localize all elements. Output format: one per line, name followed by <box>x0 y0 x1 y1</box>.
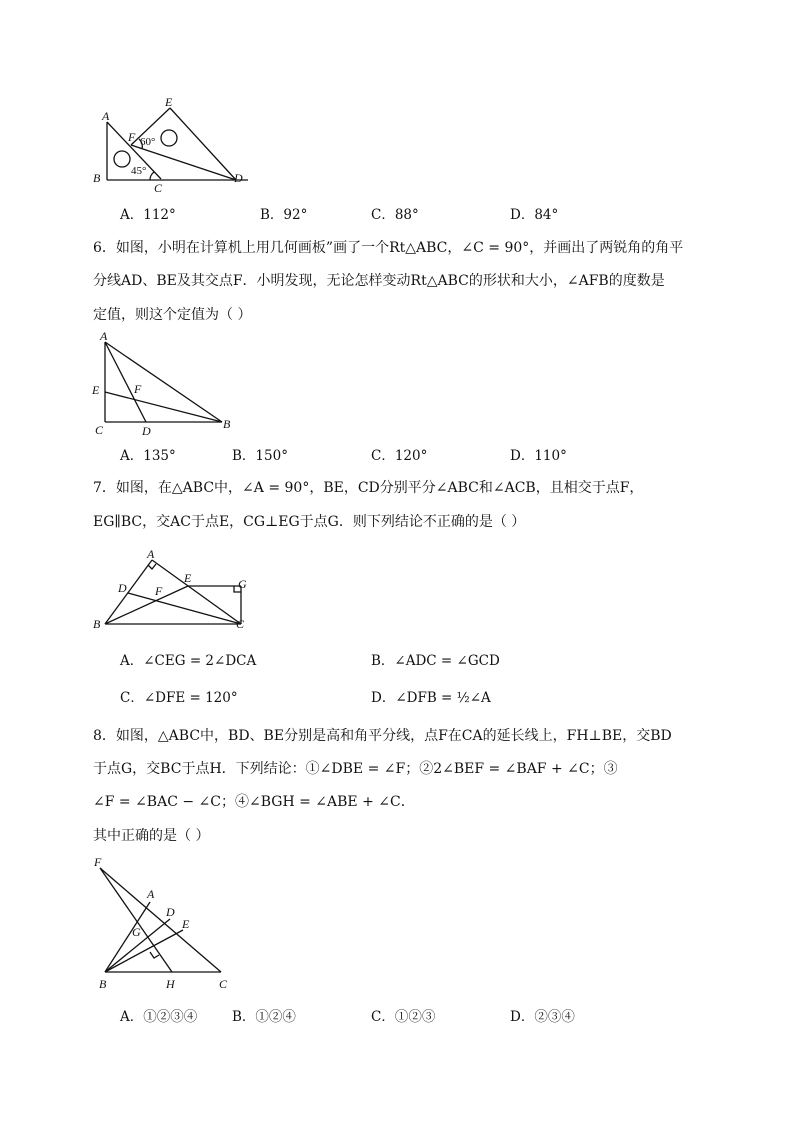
q7-label-d: D <box>118 581 127 595</box>
q5-label-a: A <box>102 109 110 123</box>
q5-label-f: F <box>128 130 136 144</box>
q8-label-b: B <box>99 977 107 991</box>
q5-option-c[interactable]: C．88° <box>371 207 419 223</box>
q7-option-d[interactable]: D．∠DFB = ½∠A <box>371 690 491 706</box>
q5-figure <box>88 96 258 196</box>
q5-angle-60: 60° <box>140 136 156 148</box>
q7-option-a[interactable]: A．∠CEG = 2∠DCA <box>120 653 257 669</box>
q8-stem-line1: 8．如图，△ABC中，BD、BE分别是高和角平分线，点F在CA的延长线上，FH⊥BE，交BD <box>93 728 672 744</box>
q6-option-b[interactable]: B．150° <box>232 448 288 464</box>
q6-label-b: B <box>223 417 231 431</box>
q7-label-f: F <box>155 584 163 598</box>
q8-label-g: G <box>132 925 141 939</box>
q5-label-c: C <box>154 181 163 195</box>
q8-option-d[interactable]: D．②③④ <box>510 1009 575 1025</box>
q8-option-a[interactable]: A．①②③④ <box>120 1009 198 1025</box>
q7-label-c: C <box>236 617 245 631</box>
q5-option-a[interactable]: A．112° <box>120 207 176 223</box>
q7-label-g: G <box>238 577 247 591</box>
q8-label-a: A <box>147 887 155 901</box>
q6-option-c[interactable]: C．120° <box>371 448 428 464</box>
q8-stem-line2: 于点G，交BC于点H．下列结论：①∠DBE = ∠F；②2∠BEF = ∠BAF + ∠C；③ <box>93 761 618 777</box>
q7-option-c[interactable]: C．∠DFE = 120° <box>120 690 238 706</box>
q8-label-h: H <box>166 977 175 991</box>
q5-label-d: D <box>234 171 243 185</box>
q6-stem-line2: 分线AD、BE及其交点F．小明发现，无论怎样变动Rt△ABC的形状和大小，∠AFB的度数是 <box>93 273 665 289</box>
q5-option-b[interactable]: B．92° <box>260 207 308 223</box>
q8-label-c: C <box>219 977 228 991</box>
q8-label-e: E <box>182 917 190 931</box>
q7-stem-line2: EG∥BC，交AC于点E，CG⊥EG于点G．则下列结论不正确的是（ ） <box>93 514 526 530</box>
q6-label-c: C <box>95 423 104 437</box>
q6-stem-line1: 6．如图，小明在计算机上用几何画板”画了一个Rt△ABC，∠C = 90°，并画出了两锐角的角平 <box>93 240 684 256</box>
q6-label-d: D <box>142 424 151 438</box>
q6-figure <box>88 330 248 440</box>
q6-label-f: F <box>134 382 142 396</box>
q8-figure <box>88 852 248 998</box>
q6-option-a[interactable]: A．135° <box>120 448 176 464</box>
q5-option-d[interactable]: D．84° <box>510 207 559 223</box>
q5-label-e: E <box>165 96 173 109</box>
q6-option-d[interactable]: D．110° <box>510 448 567 464</box>
q6-label-e: E <box>92 383 100 397</box>
q7-label-e: E <box>184 571 192 585</box>
q8-option-c[interactable]: C．①②③ <box>371 1009 436 1025</box>
q6-label-a: A <box>100 330 108 343</box>
q5-angle-45: 45° <box>131 165 147 177</box>
q6-stem-line3: 定值，则这个定值为（ ） <box>93 307 252 323</box>
q7-label-b: B <box>93 617 101 631</box>
q8-stem-line4: 其中正确的是（ ） <box>93 828 210 844</box>
q8-stem-line3: ∠F = ∠BAC − ∠C；④∠BGH = ∠ABE + ∠C． <box>93 794 415 810</box>
q5-label-b: B <box>93 171 101 185</box>
q8-option-b[interactable]: B．①②④ <box>232 1009 296 1025</box>
q7-label-a: A <box>147 547 155 561</box>
q7-stem-line1: 7．如图，在△ABC中，∠A = 90°，BE，CD分别平分∠ABC和∠ACB，且相交于点F， <box>93 480 644 496</box>
q7-option-b[interactable]: B．∠ADC = ∠GCD <box>371 653 500 669</box>
q7-figure <box>88 544 258 636</box>
q8-label-f: F <box>94 855 102 869</box>
q8-label-d: D <box>166 905 175 919</box>
